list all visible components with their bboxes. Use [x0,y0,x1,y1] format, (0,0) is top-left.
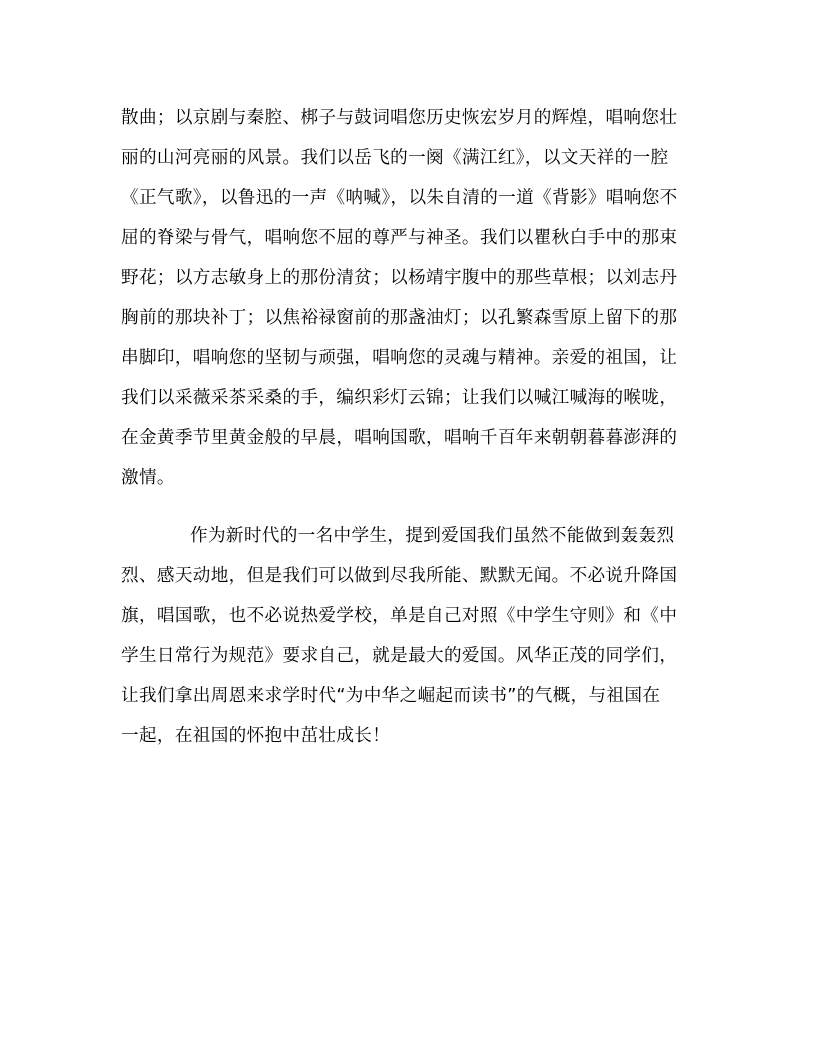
text-line: 丽的山河亮丽的风景。我们以岳飞的一阕《满江红》，以文天祥的一腔 [121,148,669,168]
text-line: 串脚印，唱响您的坚韧与顽强，唱响您的灵魂与精神。亲爱的祖国，让 [121,348,678,368]
text-line: 烈、感天动地，但是我们可以做到尽我所能、默默无闻。不必说升降国 [121,566,678,586]
text-line: 屈的脊梁与骨气，唱响您不屈的尊严与神圣。我们以瞿秋白手中的那束 [121,228,678,248]
text-line: 在金黄季节里黄金般的早晨，唱响国歌，唱响千百年来朝朝暮暮澎湃的 [121,428,678,448]
text-line: 让我们拿出周恩来求学时代“为中华之崛起而读书”的气概，与祖国在 [121,686,661,706]
text-line: 我们以采薇采茶采桑的手，编织彩灯云锦；让我们以喊江喊海的喉咙， [121,388,678,408]
text-line: 《正气歌》，以鲁迅的一声《呐喊》，以朱自清的一道《背影》唱响您不 [121,188,678,208]
text-line: 散曲；以京剧与秦腔、梆子与鼓词唱您历史恢宏岁月的辉煌，唱响您壮 [121,108,678,128]
text-line: 作为新时代的一名中学生，提到爱国我们虽然不能做到轰轰烈 [190,526,675,546]
text-line: 野花；以方志敏身上的那份清贫；以杨靖宇腹中的那些草根；以刘志丹 [121,268,678,288]
text-line: 胸前的那块补丁；以焦裕禄窗前的那盏油灯；以孔繁森雪原上留下的那 [121,308,678,328]
text-line: 一起，在祖国的怀抱中茁壮成长！ [121,726,391,746]
text-line: 旗，唱国歌，也不必说热爱学校，单是自己对照《中学生守则》和《中 [121,606,678,626]
text-line: 激情。 [121,468,175,488]
text-line: 学生日常行为规范》要求自己，就是最大的爱国。风华正茂的同学们， [121,646,678,666]
